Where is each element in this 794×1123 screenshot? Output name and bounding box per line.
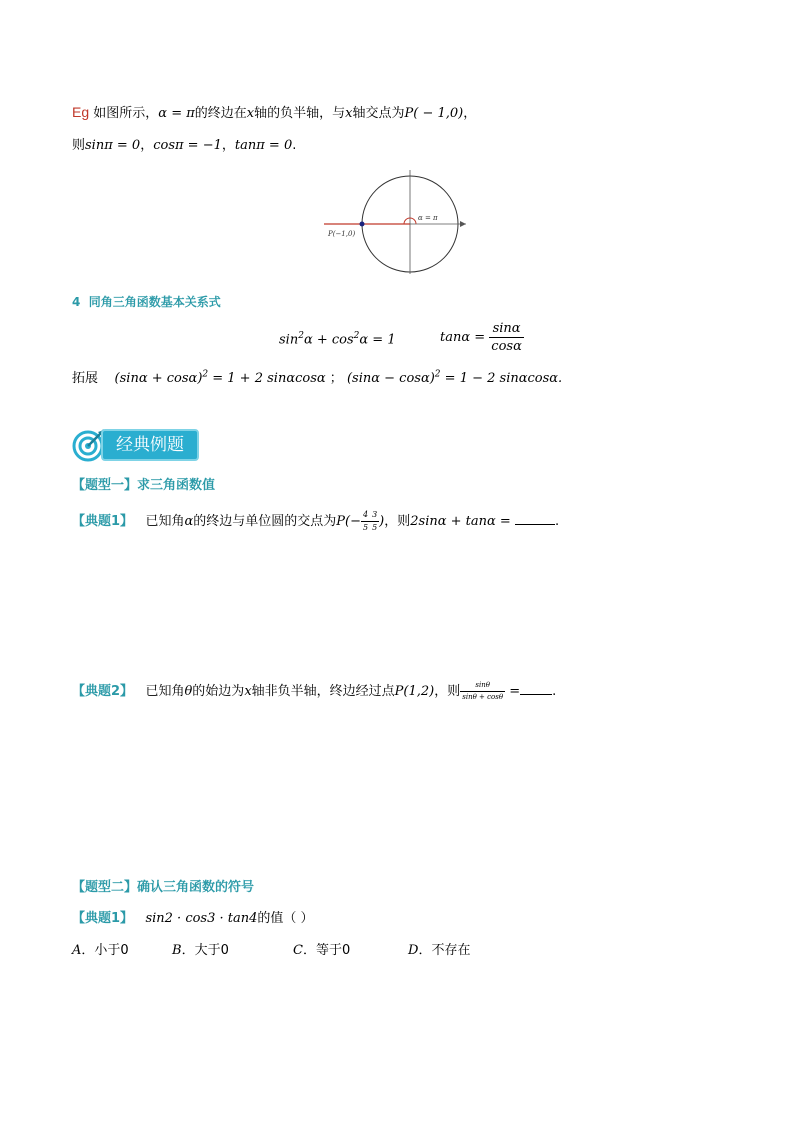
expression: 2sinα + tanα = <box>410 514 511 529</box>
theta-symbol: θ <box>184 684 193 699</box>
intro-line-2 <box>72 134 296 153</box>
intro-eq: α = π <box>158 106 195 121</box>
fraction-4-5: $\frac{4}{5}$ <box>362 510 369 532</box>
tan-numerator: sinα <box>489 322 524 338</box>
period: . <box>554 514 560 529</box>
example-text: 的始边为 <box>192 684 245 699</box>
section-4-heading <box>72 293 221 310</box>
option-letter: C <box>293 943 303 958</box>
intro-text: 如图所示， <box>93 106 159 121</box>
angle-label: α = π <box>418 214 438 222</box>
intro-x: x <box>345 106 353 121</box>
expression: sin2 · cos3 · tan4 <box>145 911 258 926</box>
example-text: 的值（ ） <box>257 911 314 926</box>
option-a[interactable] <box>72 939 129 958</box>
intro-x: x <box>246 106 255 121</box>
period: . <box>552 684 557 699</box>
example-text: 已知角 <box>145 514 185 529</box>
point-p: P(1,2) <box>394 684 435 699</box>
point-open: P(− <box>336 514 361 529</box>
example-2-1 <box>72 907 314 926</box>
option-text: ．大于0 <box>181 943 229 958</box>
intro-text: . <box>292 138 297 153</box>
separator: ； <box>329 371 343 386</box>
intro-text: ， <box>140 138 154 153</box>
tan-pi: tanπ = 0 <box>234 138 293 153</box>
intro-text: ， <box>463 106 477 121</box>
point-close: ) <box>379 514 385 529</box>
example-text: 轴非负半轴，终边经过点 <box>251 684 395 699</box>
option-letter: B <box>172 943 182 958</box>
intro-text: 轴交点为 <box>352 106 405 121</box>
option-b[interactable] <box>172 939 229 958</box>
example-text: 已知角 <box>145 684 185 699</box>
intro-text: ， <box>221 138 235 153</box>
equals-one: α = 1 <box>359 332 396 348</box>
cos-pi: cosπ = −1 <box>153 138 222 153</box>
extension-eq-2-rhs: = 1 − 2 sinαcosα. <box>440 371 563 386</box>
exponent: 2 <box>353 331 360 341</box>
extension-label: 拓展 <box>72 371 99 386</box>
extension-line <box>72 367 562 386</box>
extension-eq-1: (sinα + cosα) <box>114 371 203 386</box>
tan-lhs: tanα = <box>440 330 486 345</box>
plus-cos-term: α + cos <box>303 332 354 348</box>
option-letter: A <box>72 943 82 958</box>
option-text: ．等于0 <box>302 943 351 958</box>
x-symbol: x <box>244 684 252 699</box>
answer-blank[interactable] <box>515 512 555 525</box>
sin-pi: sinπ = 0 <box>85 138 141 153</box>
exponent: 2 <box>202 369 209 380</box>
example-1-1 <box>72 510 559 532</box>
extension-eq-2: (sinα − cosα) <box>346 371 435 386</box>
section-title: 同角三角函数基本关系式 <box>88 295 221 309</box>
type-1-heading: 【题型一】求三角函数值 <box>72 478 216 493</box>
intro-text: 则 <box>72 138 86 153</box>
intro-point: P( − 1,0) <box>404 106 464 121</box>
section-number: 4 <box>72 295 81 309</box>
option-c[interactable] <box>293 939 350 958</box>
intro-text: 轴的负半轴，与 <box>254 106 346 121</box>
example-label: 【典题2】 <box>72 684 134 699</box>
exponent: 2 <box>434 369 441 380</box>
alpha-symbol: α <box>184 514 194 529</box>
tangent-identity <box>440 322 524 353</box>
tan-fraction <box>489 322 524 353</box>
intro-text: 的终边在 <box>194 106 247 121</box>
exponent: 2 <box>298 331 304 341</box>
example-text: ，则 <box>384 514 411 529</box>
section-banner: 经典例题 <box>101 429 199 461</box>
equals: = <box>505 684 521 699</box>
point-p-label: P(−1,0) <box>328 230 356 238</box>
option-letter: D <box>408 943 419 958</box>
extension-eq-1-rhs: = 1 + 2 sinαcosα <box>208 371 326 386</box>
answer-blank[interactable] <box>520 682 552 695</box>
option-d[interactable] <box>408 939 470 958</box>
intro-line-1 <box>72 102 476 121</box>
example-1-2 <box>72 680 556 701</box>
example-text: 的终边与单位圆的交点为 <box>193 514 337 529</box>
sin-term: sin <box>279 332 299 348</box>
fraction-3-5: $\frac{3}{5}$ <box>372 510 378 532</box>
type-2-heading: 【题型二】确认三角函数的符号 <box>72 880 255 895</box>
unit-circle-figure <box>320 168 480 278</box>
point-p <box>360 222 365 227</box>
example-label: 【典题1】 <box>72 514 134 529</box>
eg-label: Eg <box>72 104 90 120</box>
example-label: 【典题1】 <box>72 911 134 926</box>
ratio-fraction: $\frac{\sin\theta}{\sin\theta + \cos\theta}$ <box>462 681 504 701</box>
option-text: ．不存在 <box>418 943 471 958</box>
pythagorean-identity <box>279 331 396 347</box>
option-text: ．小于0 <box>81 943 129 958</box>
example-text: ，则 <box>434 684 461 699</box>
tan-denominator: cosα <box>491 339 522 354</box>
x-axis-arrow <box>460 221 466 227</box>
